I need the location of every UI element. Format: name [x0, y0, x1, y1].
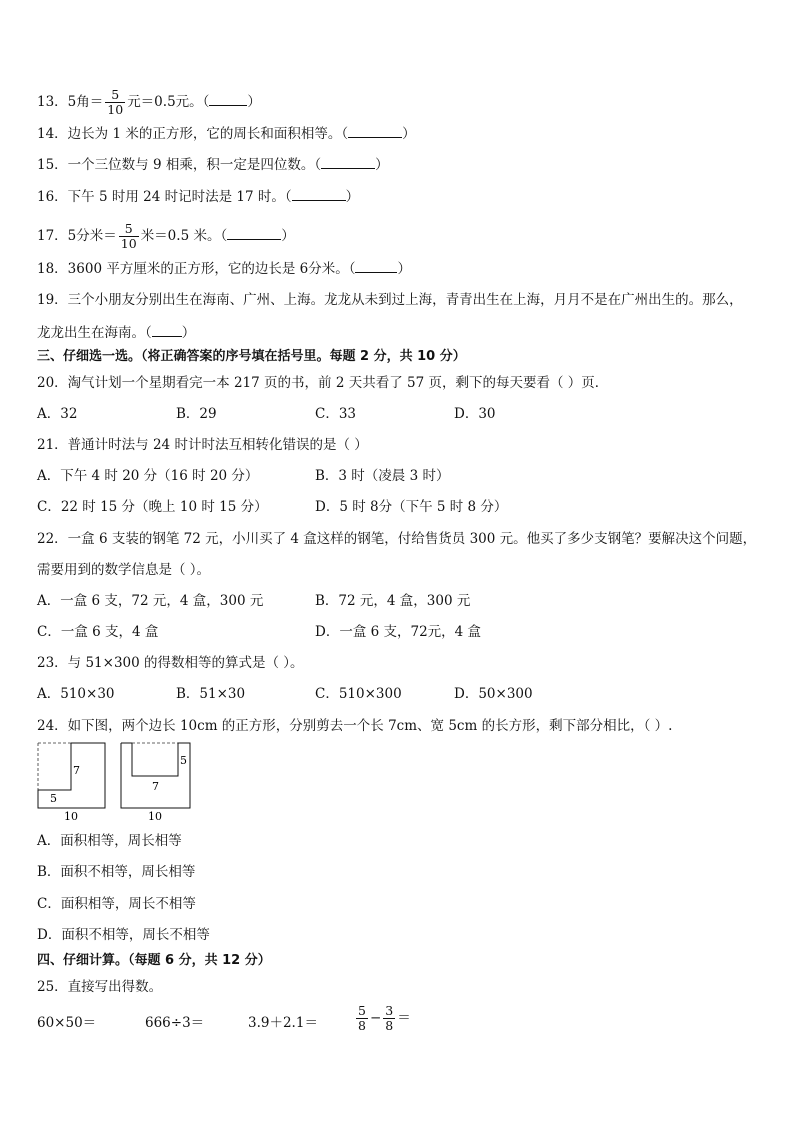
answer-blank[interactable] [355, 259, 397, 273]
fig2-inner-label: 7 [152, 780, 159, 793]
answer-blank[interactable] [209, 92, 247, 106]
figure-2 [121, 743, 190, 823]
section-4-heading: 四、仔细计算。（每题 6 分，共 12 分） [37, 953, 271, 968]
option-b[interactable]: B．3 时（凌晨 3 时） [315, 468, 450, 484]
question-22-line1: 22．一盒 6 支装的钢笔 72 元，小川买了 4 盒这样的钢笔，付给售货员 300 元。他买了多少支钢笔？要解决这个问题， [37, 531, 757, 547]
option-d[interactable]: D．面积不相等，周长不相等 [37, 927, 210, 943]
fraction: $\frac{3}{8}$ [385, 1003, 394, 1033]
question-23: 23．与 51×300 的得数相等的算式是（ ）。 [37, 655, 304, 671]
fig1-bottom-label: 5 [50, 792, 57, 805]
option-a[interactable]: A．32 [37, 406, 78, 422]
option-c[interactable]: C．33 [315, 406, 357, 422]
answer-blank[interactable] [152, 323, 182, 337]
option-d[interactable]: D．50×300 [454, 686, 533, 702]
fraction: $\frac{5}{10}$ [120, 221, 137, 251]
answer-blank[interactable] [292, 187, 346, 201]
fig2-side-label: 5 [180, 754, 187, 767]
option-d[interactable]: D．一盒 6 支，72元，4 盒 [315, 624, 482, 640]
question-19-line2: 龙龙出生在海南。（ ） [37, 325, 196, 341]
answer-blank[interactable] [321, 155, 375, 169]
fraction: $\frac{5}{10}$ [107, 87, 124, 117]
option-a[interactable]: A．一盒 6 支，72 元，4 盒，300 元 [37, 593, 264, 609]
option-c[interactable]: C．一盒 6 支，4 盒 [37, 624, 159, 640]
fig2-base-label: 10 [148, 810, 162, 823]
question-24: 24．如下图，两个边长 10cm 的正方形，分别剪去一个长 7cm、宽 5cm 的长方形，剩下部分相比，（ ）. [37, 718, 673, 734]
answer-blank[interactable] [348, 124, 402, 138]
question-14: 14．边长为 1 米的正方形，它的周长和面积相等。（ ） [37, 126, 416, 142]
question-15: 15．一个三位数与 9 相乘，积一定是四位数。（ ） [37, 157, 389, 173]
option-c[interactable]: C．510×300 [315, 686, 402, 702]
question-21: 21．普通计时法与 24 时计时法互相转化错误的是（ ） [37, 437, 368, 453]
answer-blank[interactable] [227, 226, 281, 240]
fig1-base-label: 10 [64, 810, 78, 823]
fig1-side-label: 7 [73, 764, 80, 777]
option-b[interactable]: B．29 [176, 406, 217, 422]
square-cut-figure [37, 742, 207, 824]
calc-item-2: 666÷3＝ [145, 1015, 205, 1031]
option-c[interactable]: C．22 时 15 分（晚上 10 时 15 分） [37, 499, 268, 515]
option-b[interactable]: B．72 元，4 盒，300 元 [315, 593, 471, 609]
section-3-heading: 三、仔细选一选。（将正确答案的序号填在括号里。每题 2 分，共 10 分） [37, 349, 466, 364]
option-a[interactable]: A．面积相等，周长相等 [37, 833, 182, 849]
option-b[interactable]: B．面积不相等，周长相等 [37, 864, 196, 880]
calc-item-3: 3.9＋2.1＝ [248, 1015, 318, 1031]
question-16: 16．下午 5 时用 24 时记时法是 17 时。（ ） [37, 189, 360, 205]
question-22-line2: 需要用到的数学信息是（ ）。 [37, 562, 211, 578]
option-a[interactable]: A．510×30 [37, 686, 115, 702]
calc-item-1: 60×50＝ [37, 1015, 97, 1031]
option-a[interactable]: A．下午 4 时 20 分（16 时 20 分） [37, 468, 259, 484]
option-d[interactable]: D．30 [454, 406, 496, 422]
figure-1 [38, 743, 105, 823]
question-20: 20．淘气计划一个星期看完一本 217 页的书，前 2 天共看了 57 页，剩下的每天要看（ ）页． [37, 375, 609, 391]
option-d[interactable]: D．5 时 8分（下午 5 时 8 分） [315, 499, 508, 515]
fraction: $\frac{5}{8}$ [358, 1003, 366, 1033]
question-17: 17．5分米＝ $\frac{5}{10}$ 米＝0.5 米。（ ） [37, 221, 295, 251]
question-19-line1: 19．三个小朋友分别出生在海南、广州、上海。龙龙从未到过上海，青青出生在上海，月月不是在广州出生的。那么， [37, 292, 743, 308]
question-13: 13．5角＝ $\frac{5}{10}$ 元＝0.5元。（ ） [37, 87, 261, 117]
question-25: 25．直接写出得数。 [37, 979, 163, 995]
question-18: 18．3600 平方厘米的正方形，它的边长是 6分米。（ ） [37, 261, 411, 277]
option-b[interactable]: B．51×30 [176, 686, 246, 702]
calc-item-4: $\frac{5}{8}$ − $\frac{3}{8}$ ＝ [358, 1003, 411, 1033]
option-c[interactable]: C．面积相等，周长不相等 [37, 896, 196, 912]
